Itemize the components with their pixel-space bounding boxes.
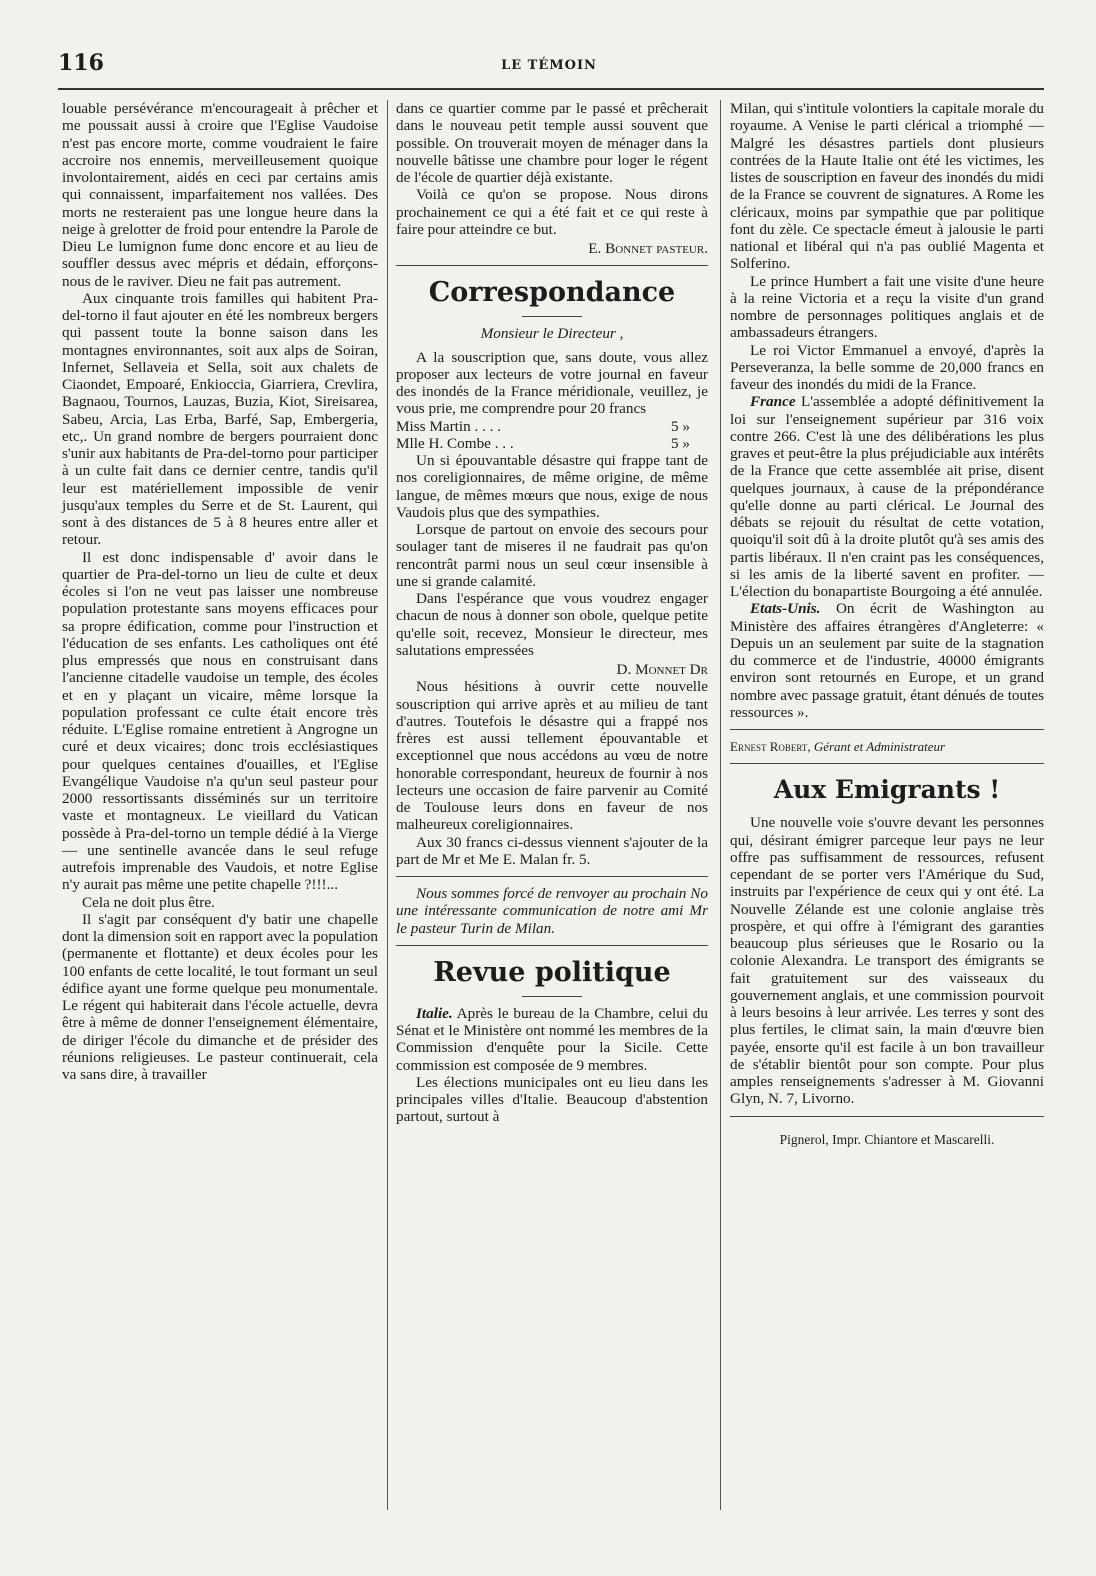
running-title: LE TÉMOIN (501, 58, 597, 73)
column-3 (730, 100, 1044, 1512)
divider (396, 876, 708, 877)
paragraph: Les élections municipales ont eu lieu dans les principales villes d'Italie. Beaucoup d'abstention partout, surtout à (396, 1073, 708, 1126)
divider (396, 945, 708, 946)
paragraph: A la souscription que, sans doute, vous allez proposer aux lecteurs de votre journal en faveur des inondés de la France méridionale, veuillez, je vous prie, me comprendre pour 20 francs (396, 348, 708, 418)
paragraph: dans ce quartier comme par le passé et prêcherait dans le nouveau petit temple aussi souvent que possible. On trouverait moyen de ménager dans la nouvelle bâtisse une chambre pour loger le régent de l'école de quartier déjà existante. (396, 100, 708, 186)
publisher-credits (730, 738, 1044, 755)
manager-role: Gérant et Administrateur (813, 739, 946, 754)
paragraph (396, 1005, 708, 1074)
paragraph (730, 393, 1044, 600)
paragraph: Il est donc indispensable d' avoir dans le quartier de Pra-del-torno un lieu de culte et deux écoles si l'on ne veut pas laisser une nombreuse population protestante sans moyens efficaces pour sa propre édification, comme pour l'instruction et l'éducation de ses enfants. Les catholiques ont été plus empressés que nous en construisant dans l'ancienne citadelle vaudoise un temple, des écoles et en y plaçant un vicaire, même lorsque la population professant ce culte était encore très réduite. L'Eglise romaine entretient à Angrogne un curé et deux vicaires; donc trois ecclésiastiques pour quelques centaines d'ouailles, et l'Eglise Evangélique Vaudoise n'a qu'un seul pasteur pour 2000 ressortissants disséminés sur un territoire vaste et montagneux. Le vieillard du Vatican possède à Pra-del-torno un temple dédié à la Vierge — une sentinelle avancée dans le seul refuge autrefois imprenable des Vaudois, et notre Eglise n'y aurait pas même une petite chapelle ?!!!... (62, 548, 378, 894)
section-title-revue-politique: Revue politique (433, 956, 671, 988)
editorial-note: Nous sommes forcé de renvoyer au prochain No une intéressante communication de notre ami Mr le pasteur Turin de Milan. (396, 885, 708, 937)
column-1 (62, 100, 378, 1512)
printer-line: Pignerol, Impr. Chiantore et Mascarelli. (779, 1131, 995, 1147)
page-header (44, 50, 1054, 80)
signature: E. Bonnet pasteur. (588, 240, 708, 257)
country-keyword: France (750, 393, 796, 411)
divider (522, 316, 582, 317)
section-title-correspondance: Correspondance (428, 277, 676, 309)
country-keyword: Etats-Unis. (750, 600, 821, 618)
paragraph: Cela ne doit plus être. (82, 893, 215, 911)
country-keyword: Italie. (416, 1004, 453, 1022)
column-rule (387, 100, 388, 1510)
section-title-aux-emigrants: Aux Emigrants ! (773, 775, 1001, 805)
donation-amount: 5 » (671, 434, 690, 452)
paragraph: Milan, qui s'intitule volontiers la capitale morale du royaume. A Venise le parti clérical a triomphé — Malgré les désastres partiels dont plusieurs contrées de la Haute Italie ont été les victimes, les listes de souscription en faveur des inondés du midi de la France se couvrent de signatures. A Rome les cléricaux, moins par sympathie que par politique font du zèle. Ce spectacle émeut à jalousie le parti national et libéral qui n'a pas oublié Magenta et Solferino. (730, 100, 1045, 273)
paragraph: Une nouvelle voie s'ouvre devant les personnes qui, désirant émigrer parceque leur pays ne leur offre pas suffisamment de ressources, refusent cependant de se porter vers l'Amérique du Sud, instruits par l'expérience de ceux qui y ont été. La Nouvelle Zélande est une colonie anglaise très prospère, et qui offre à l'émigrant des garanties beaucoup plus sérieuses que le Rosario ou la colonie Alexandra. Le transport des émigrants se fait gratuitement sur des vaisseaux du gouvernement anglais, et une commission pourvoit à leurs besoins à leur arrivée. Les terres y sont des plus fertiles, le climat sain, la main d'œuvre bien payée, ensorte qu'il est facile à un bon travailleur de s'établir bientôt pour son compte. Pour plus amples renseignements s'adresser à M. Giovanni Glyn, N. 7, Livorno. (730, 814, 1044, 1108)
donation-line (396, 435, 708, 452)
column-2 (396, 100, 708, 1512)
paragraph: Voilà ce qu'on se propose. Nous dirons prochainement ce qui a été fait et ce qui reste à faire pour atteindre ce but. (396, 186, 708, 238)
paragraph: Aux 30 francs ci-dessus viennent s'ajouter de la part de Mr et Me E. Malan fr. 5. (396, 833, 708, 868)
donation-line (396, 418, 708, 435)
paragraph: Lorsque de partout on envoie des secours pour soulager tant de miseres il ne faudrait pas qu'on rencontrât parmi nous un seul cœur insensible à une si grande calamité. (396, 521, 708, 590)
paragraph: Nous hésitions à ouvrir cette nouvelle souscription qui arrive après et au milieu de tant d'autres. Toutefois le désastre qui a frappé nos frères est aussi tellement épouvantable et exceptionnel que nous accédons au vœu de notre honorable correspondant, heureux de fournir à nos lecteurs une occasion de faire parvenir au Comité de Toulouse leurs dons en faveur de nos malheureux coreligionnaires. (396, 678, 708, 834)
paragraph: Le roi Victor Emmanuel a envoyé, d'après la Perseveranza, la belle somme de 20,000 francs en faveur des inondés du midi de la France. (730, 341, 1044, 393)
page-number: 116 (58, 50, 104, 76)
donation-amount: 5 » (671, 417, 690, 435)
paragraph-text: L'assemblée a adopté définitivement la loi sur l'enseignement supérieur par 316 voix contre 266. C'est là une des délibérations les plus graves et peut-être la plus préjudiciable aux intérêts de la France que cette assemblée ait prise, disent quelques journaux, à cause de la prépondérance qu'elle donne au parti clérical. Le Journal des débats se rejouit du résultat de cette votation, quoiqu'il soit dû à la droite plutôt qu'à ses amis des partis libéraux. Il n'en craint pas les conséquences, si les amis de la liberté savent en profiter. — L'élection du bonapartiste Bourgoing a été annulée. (730, 393, 1044, 600)
paragraph: Le prince Humbert a fait une visite d'une heure à la reine Victoria et a reçu la visite d'un grand nombre de personnages politiques anglais et de ambassadeurs étrangers. (730, 272, 1044, 342)
header-rule (58, 88, 1044, 90)
divider (730, 729, 1044, 730)
divider (730, 763, 1044, 764)
paragraph (730, 600, 1044, 721)
salutation: Monsieur le Directeur , (480, 325, 624, 343)
paragraph-text: On écrit de Washington au Ministère des affaires étrangères d'Angleterre: « Depuis un an seulement par suite de la stagnation du commerce et de l'industrie, 40000 émigrants environ sont retournés en Europe, et un grand nombre avec passage gratuit, étant dénués de toutes ressources ». (730, 600, 1044, 721)
paragraph: louable persévérance m'encourageait à prêcher et me poussait aussi à croire que l'Eglise Vaudoise n'est pas encore morte, comme voudraient le faire accroire nos ennemis, merveilleusement quoique involontairement, aidés en ceci par certains amis qui connaissent, imparfaitement nos vallées. Des morts ne resteraient pas une longue heure dans la neige à grelotter de froid pour entendre la Parole de Dieu Le lumignon fume donc encore et au lieu de souffler dessus avec mépris et dédain, efforçons-nous de le raviver. Dieu ne fait pas autrement. (62, 100, 378, 290)
paragraph: Un si épouvantable désastre qui frappe tant de nos coreligionnaires, de même origine, de même langue, de mêmes mœurs que nous, exige de nous Vaudois plus que des sympathies. (396, 452, 708, 521)
paragraph: Dans l'espérance que vous voudrez engager chacun de nous à donner son obole, quelque petite qu'elle soit, recevez, Monsieur le directeur, mes salutations empressées (396, 590, 708, 659)
divider (730, 1116, 1044, 1117)
paragraph: Aux cinquante trois familles qui habitent Pra-del-torno il faut ajouter en été les nombreux bergers qui passent toute la bonne saison dans les montagnes environnantes, soit aux alps de Soiran, Infernet, Sellaveia et Sella, soit aux chalets de Ciaondet, Empoaré, Enkioccia, Giarriera, Crevlira, Bagnaou, Tournos, Lauzas, Buzia, Kiot, Sireisarea, Sabeu, Arcia, Las Erba, Barfé, Sap, Embergeria, etc,. Un grand nombre de bergers pourraient donc s'unir aux habitants de Pra-del-torno pour participer à un culte fait dans ce dernier centre, tandis qu'il leur est matériellement impossible de venir jusqu'aux temples du Serre et de St. Laurent, qui sont à des distances de 5 à 8 heures entre aller et retour. (62, 289, 378, 549)
donor-name: Miss Martin . . . . (396, 417, 502, 435)
manager-name: Ernest Robert, (730, 739, 811, 754)
donor-name: Mlle H. Combe . . . (396, 434, 514, 452)
divider (396, 265, 708, 266)
signature: D. Monnet Dr (616, 661, 708, 678)
paragraph: Il s'agit par conséquent d'y batir une chapelle dont la dimension soit en rapport avec la population (permanente et flottante) et deux écoles pour les 100 enfants de cette localité, le tout formant un seul édifice ayant une forme quelque peu monumentale. Le régent qui habiterait dans l'école actuelle, devra être à même de donner l'enseignement élémentaire, de diriger l'école du dimanche et de présider des réunions religieuses. Le pasteur continuerait, cela va sans dire, à travailler (62, 910, 378, 1083)
paragraph-text: Après le bureau de la Chambre, celui du Sénat et le Ministère ont nommé les membres de la Commission d'enquête pour la Sicile. Cette commission est composée de 9 membres. (396, 1004, 708, 1074)
column-rule (720, 100, 721, 1510)
divider (522, 996, 582, 997)
